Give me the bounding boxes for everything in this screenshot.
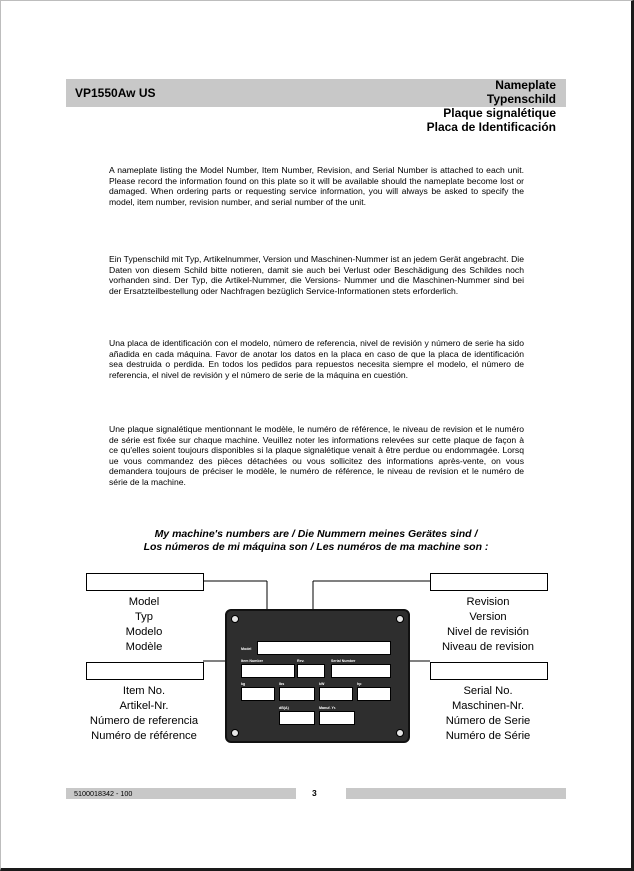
label-item-es: Número de referencia	[89, 715, 199, 727]
label-serial-de: Maschinen-Nr.	[451, 700, 525, 712]
model-labels	[69, 595, 219, 655]
plate-item-number-label: Item Number	[241, 659, 263, 663]
label-revision-en: Revision	[466, 596, 510, 608]
nameplate-illustration	[225, 609, 410, 743]
label-revision-es: Nivel de revisión	[446, 626, 530, 638]
plate-lbs-label: lbs	[279, 682, 285, 686]
plate-model-box	[257, 641, 391, 655]
revision-field[interactable]	[430, 573, 548, 591]
item-number-field[interactable]	[86, 662, 204, 680]
model-number-field[interactable]	[86, 573, 204, 591]
label-serial-en: Serial No.	[463, 685, 513, 697]
screw-hole-icon	[231, 729, 239, 737]
label-model-es: Modelo	[125, 626, 163, 638]
plate-lbs-box	[279, 687, 315, 701]
plate-model-label: Model	[241, 647, 252, 651]
paragraph-german: Ein Typenschild mit Typ, Artikelnummer, Version und Maschinen-Nummer ist an jedem Gerät angebracht. Die Daten von diesem Schild bitte notieren, damit sie auch bei Verlust oder Beschädigung des Schildes noch vorhanden sind. Der Typ, die Artikel-Nummer, die Versions- Nummer und die Maschinen-Nummer sind bei der Ersatzteilbestellung oder Nachfragen bezüglich Service-Informationen stets erforderlich.	[109, 254, 524, 296]
plate-kg-label: kg	[241, 682, 246, 686]
label-item-fr: Numéro de référence	[91, 730, 197, 742]
model-code: VP1550Aw US	[75, 86, 156, 100]
caption-line-2: Los números de mi máquina son / Les numéros de ma machine son :	[143, 541, 489, 553]
plate-hp-box	[357, 687, 391, 701]
label-model-fr: Modèle	[125, 641, 163, 653]
plate-manuf-yr-label: Manuf. Yr.	[319, 706, 337, 710]
label-model-de: Typ	[134, 611, 154, 623]
serial-labels	[413, 684, 563, 744]
title-de: Typenschild	[486, 92, 556, 106]
label-serial-fr: Numéro de Série	[445, 730, 531, 742]
plate-kw-label: kW	[319, 682, 325, 686]
footer-bar-right	[346, 788, 566, 799]
plate-db-box	[279, 711, 315, 725]
plate-rev-box	[297, 664, 325, 678]
plate-hp-label: hp	[357, 682, 362, 686]
plate-serial-number-box	[331, 664, 391, 678]
title-en: Nameplate	[495, 78, 556, 92]
plate-rev-label: Rev.	[297, 659, 305, 663]
title-fr: Plaque signalétique	[443, 106, 556, 120]
serial-number-field[interactable]	[430, 662, 548, 680]
paragraph-french: Une plaque signalétique mentionnant le modèle, le numéro de référence, le niveau de revision et le numéro de série est fixée sur chaque machine. Veuillez noter les informations relevées sur cette plaque de façon à ce qu'elles soient toujours disponibles si la plaque signalétique venait à être perdue ou endommagée. Lorsq ue vous commandez des pièces détachées ou vous sollicitez des informations après-vente, on vous demandera toujours de préciser le modèle, le numéro de référence, le niveau de revision et le numéro de série de la machine.	[109, 424, 524, 487]
label-item-en: Item No.	[122, 685, 166, 697]
screw-hole-icon	[231, 615, 239, 623]
title-es: Placa de Identificación	[426, 120, 556, 134]
plate-manuf-yr-box	[319, 711, 355, 725]
plate-serial-number-label: Serial Number	[331, 659, 356, 663]
label-revision-de: Version	[469, 611, 507, 623]
label-revision-fr: Niveau de revision	[441, 641, 535, 653]
label-item-de: Artikel-Nr.	[119, 700, 169, 712]
plate-kg-box	[241, 687, 275, 701]
plate-item-number-box	[241, 664, 295, 678]
plate-db-label: dB(A)	[279, 706, 289, 710]
page-number: 3	[312, 788, 317, 798]
paragraph-spanish: Una placa de identificación con el modelo, número de referencia, nivel de revisión y número de serie ha sido añadida en cada máquina. Favor de anotar los datos en la placa en caso de que la placa de identificación sea destruida o perdida. En todos los pedidos para repuestos necesita siempre el modelo, el número de referencia, el nivel de revisión y el número de serie de la máquina en cuestión.	[109, 338, 524, 380]
item-labels	[69, 684, 219, 744]
screw-hole-icon	[396, 729, 404, 737]
document-code: 5100018342 - 100	[74, 789, 133, 798]
caption-line-1: My machine's numbers are / Die Nummern meines Gerätes sind /	[154, 528, 478, 540]
paragraph-english: A nameplate listing the Model Number, Item Number, Revision, and Serial Number is attached to each unit. Please record the information found on this plate so it will be available should the nameplate become lost or damaged. When ordering parts or requesting service information, you will always be asked to specify the model, item number, revision number, and serial number of the unit.	[109, 165, 524, 207]
revision-labels	[413, 595, 563, 655]
plate-kw-box	[319, 687, 353, 701]
label-model-en: Model	[128, 596, 160, 608]
label-serial-es: Número de Serie	[445, 715, 531, 727]
screw-hole-icon	[396, 615, 404, 623]
